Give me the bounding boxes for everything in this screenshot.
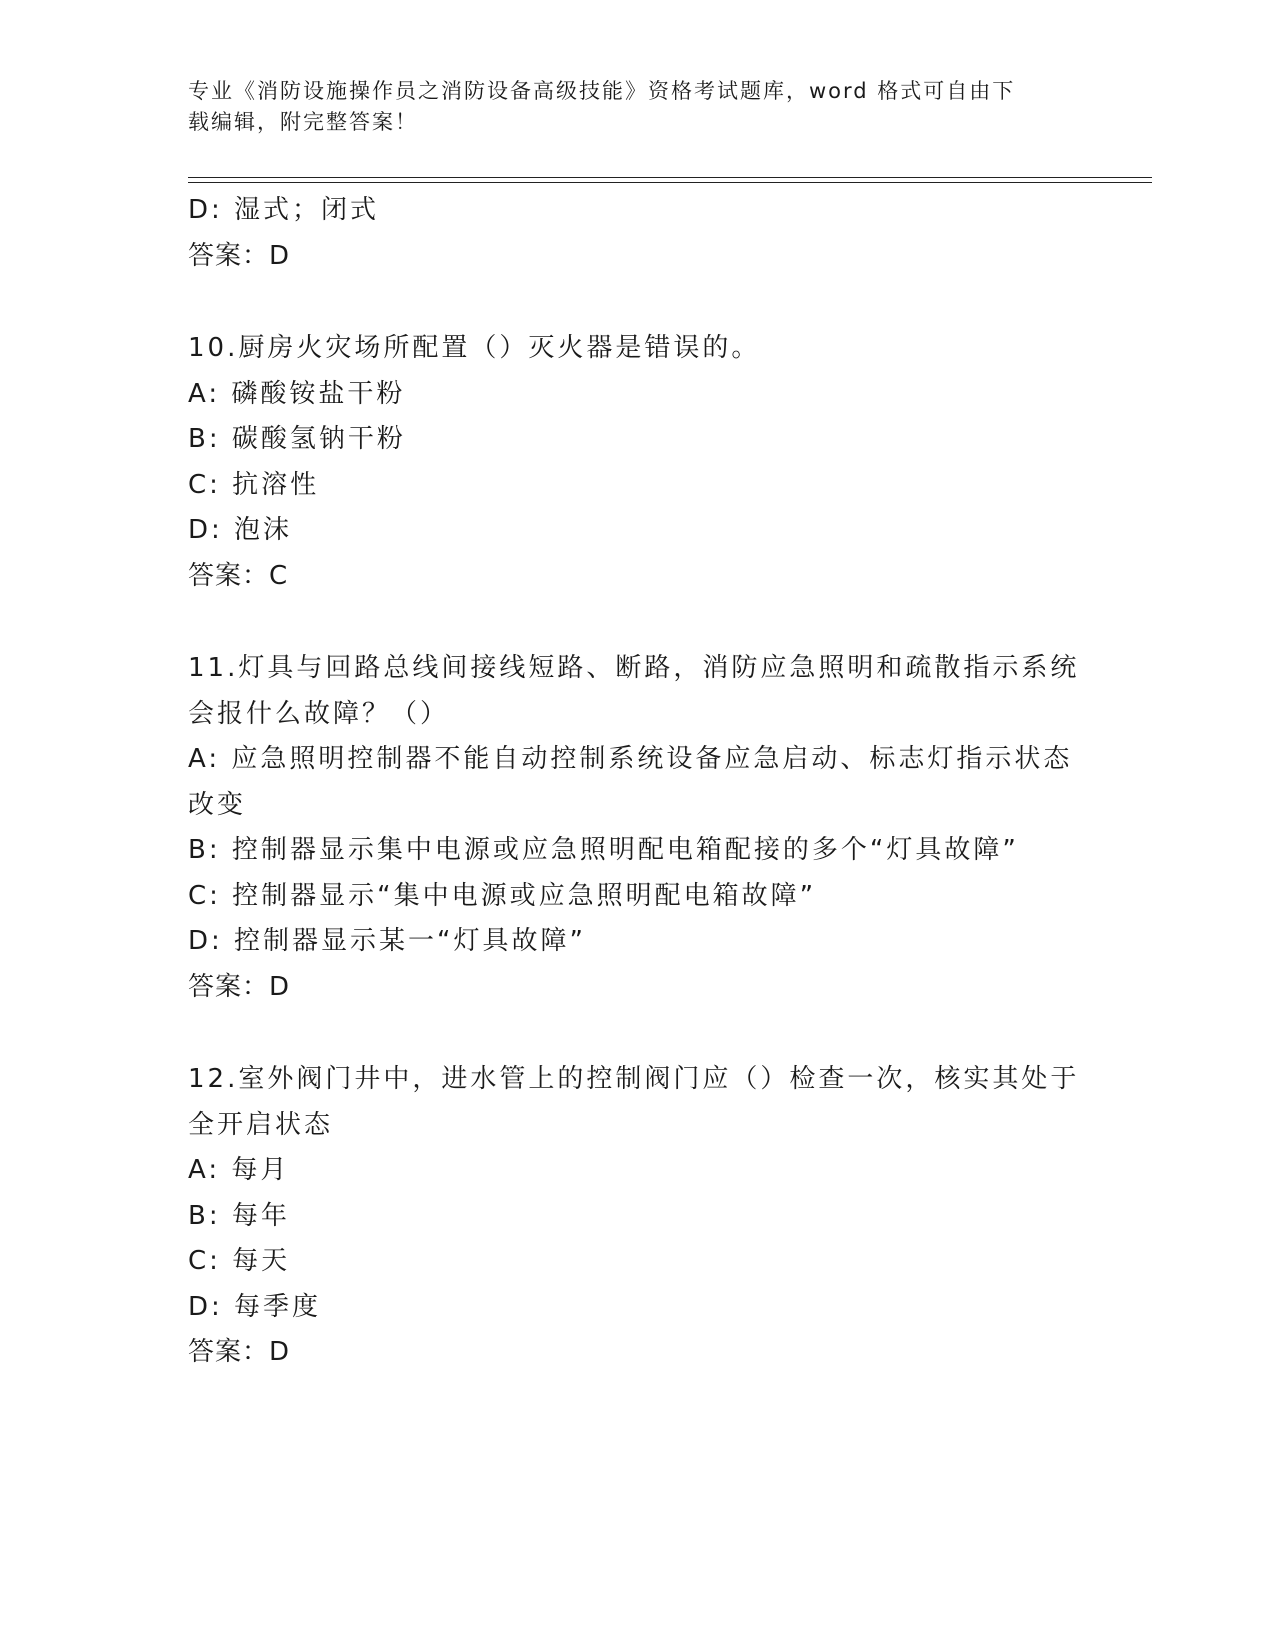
prev-answer: 答案：D [188, 240, 291, 271]
option-b: B: 控制器显示集中电源或应急照明配电箱配接的多个“灯具故障” [188, 835, 1019, 865]
question-stem: 12.室外阀门井中，进水管上的控制阀门应（）检查一次，核实其处于 [188, 1064, 1080, 1094]
question-12 [188, 1057, 1088, 1376]
question-stem: 10.厨房火灾场所配置（）灭火器是错误的。 [188, 333, 761, 363]
option-b: B: 每年 [188, 1200, 290, 1231]
option-a: A: 磷酸铵盐干粉 [188, 378, 406, 409]
question-stem-cont: 会报什么故障？（） [188, 698, 450, 729]
question-11 [188, 646, 1088, 1010]
option-a: A: 应急照明控制器不能自动控制系统设备应急启动、标志灯指示状态 [188, 744, 1073, 774]
header-line-2: 载编辑，附完整答案！ [188, 110, 418, 134]
option-c: C: 每天 [188, 1246, 291, 1276]
header-rule-top [188, 177, 1152, 178]
option-d: D: 控制器显示某一“灯具故障” [188, 926, 586, 956]
spacer [188, 279, 1088, 326]
document-header [188, 76, 1068, 138]
option-c: C: 控制器显示“集中电源或应急照明配电箱故障” [188, 880, 817, 911]
option-c: C: 抗溶性 [188, 469, 320, 500]
spacer [188, 1010, 1088, 1057]
option-b: B: 碳酸氢钠干粉 [188, 424, 406, 454]
option-d: D: 每季度 [188, 1291, 322, 1322]
question-10 [188, 326, 1088, 599]
question-stem: 11.灯具与回路总线间接线短路、断路，消防应急照明和疏散指示系统 [188, 653, 1080, 683]
option-a: A: 每月 [188, 1155, 290, 1185]
header-line-1: 专业《消防设施操作员之消防设备高级技能》资格考试题库，word 格式可自由下 [188, 79, 1016, 103]
question-stem-cont: 全开启状态 [188, 1109, 334, 1140]
spacer [188, 599, 1088, 646]
answer: 答案：D [188, 1337, 291, 1367]
question-content [188, 188, 1088, 1376]
header-rule-bottom [188, 182, 1152, 183]
prev-option-d: D: 湿式；闭式 [188, 195, 380, 225]
option-d: D: 泡沫 [188, 515, 293, 545]
answer: 答案：D [188, 971, 291, 1002]
option-a-cont: 改变 [188, 789, 247, 820]
answer: 答案：C [188, 560, 289, 591]
